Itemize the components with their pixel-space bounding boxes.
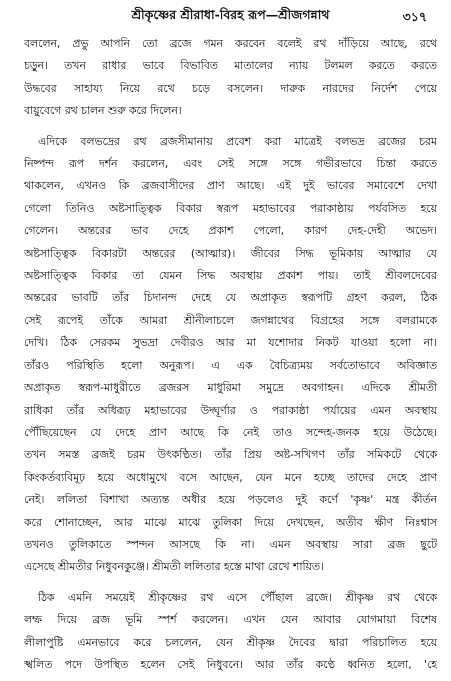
text-line: কিংকর্তব্যবিমূঢ় হয়ে অধোমুখে বসে আছেন, যেন মনে হচ্ছে তাদের দেহে প্রাণ: [24, 470, 437, 484]
text-line: রাধিকা তাঁর অধিরূঢ় মহাভাবের উদ্ঘূর্ণার ও পরাকাষ্ঠা পর্যায়ের এমন অবস্থায়: [24, 403, 437, 417]
text-line: থাকলেন, এখনও কি ব্রজবাসীদের প্রাণ আছে। এই দুই ভাবের সমাবেশে দেখা: [24, 179, 437, 193]
text-line: চড়ুন। তখন রাধার ভাবে বিভাবিত মাতালের ন্যায় টলমল করতে করতে: [24, 59, 437, 73]
text-line: অপ্রাকৃত স্বরূপ-মাধুরীতে ব্রজরস মাধুরিমা সমুদ্রে অবগাহন। এদিকে শ্রীমতী: [24, 381, 437, 395]
page-number: ৩১৭: [402, 9, 427, 24]
chapter-title: শ্রীকৃষ্ণের শ্রীরাধা-বিরহ রূপ—শ্রীজগন্নাথ: [131, 7, 330, 22]
text-line: পৌঁছিয়েছেন যে দেহে প্রাণ আছে কি নেই তাও সন্দেহ-জনক হয়ে উঠেছে।: [24, 425, 437, 439]
paragraph-2: [24, 131, 437, 579]
text-line: অষ্টসাত্ত্বিক বিকারটা অন্তরের (আত্মার)। জীবের সিদ্ধ ভূমিকায় আত্মার যে: [24, 246, 437, 260]
paragraph-1: [24, 33, 437, 123]
text-line: করে শোনাচ্ছেন, আর মাঝে মাঝে তুলিকা দিয়ে দেখছেন, অতীব ক্ষীণ নিঃশ্বাস: [24, 515, 437, 529]
text-line: নিষ্পন্দ রূপ দর্শন করলেন, এবং সেই সঙ্গে সঙ্গে গভীরভাবে চিন্তা করতে: [24, 157, 437, 171]
text-line: গেলেন। অন্তরের ভাব দেহে প্রকাশ পেলো, কারণ দেহ-দেহী অভেদ।: [24, 224, 437, 238]
paragraph-3: [24, 587, 437, 677]
text-line: এদিকে বলভদ্রের রথ ব্রজসীমানায় প্রবেশ করা মাত্রেই বলভদ্র ব্রজের চরম: [38, 134, 437, 148]
text-line: অষ্টসাত্ত্বিক বিকার তা যেমন সিদ্ধ অবস্থায় প্রকাশ পায়। তাই শ্রীবলদেবের: [24, 269, 437, 283]
text-line: নেই। ললিতা বিশাখা অত্যন্ত অধীর হয়ে পড়লেও দুই কর্ণে 'কৃষ্ণ' মন্ত্র কীর্তন: [24, 493, 437, 507]
text-line: এসেছে শ্রীমতীর নিধুবনকুঞ্জে। শ্রীমতী ললিতার হস্তে মাথা রেখে শায়িত।: [24, 560, 324, 574]
text-line: বায়ুবেগে রথ চালন শুরু করে দিলেন।: [24, 104, 182, 118]
text-line: তখনও তুলিকাতে স্পন্দন আসছে কি না। এমন অবস্থায় সারা ব্রজ ছুটে: [24, 537, 437, 551]
running-header: [24, 7, 437, 33]
text-line: গেলো তিনিও অষ্টসাত্ত্বিক বিকার স্বরূপ মহাভাবের পরাকাষ্ঠায় পর্যবসিত হয়ে: [24, 201, 437, 215]
text-line: তাঁরও পরিস্থিতি হলো অনুরূপ। এ এক বৈচিত্র্যময় সর্বতোভাবে অবিজ্ঞাত: [24, 358, 437, 372]
text-line: দেখি। ঠিক সেরকম সুভদ্রা দেবীরও আর মা যশোদার নিকট যাওয়া হলো না।: [24, 336, 437, 350]
text-line: তখন সমস্ত ব্রজই চরম উৎকণ্ঠিত। তাঁর প্রিয় অষ্ট-সখিগণ তাঁর সমিকটে থেকে: [24, 448, 437, 462]
text-line: লীলাপুষ্টি এমনভাবে করে চললেন, যেন শ্রীকৃষ্ণ দৈবের দ্বারা পরিচালিত হয়ে: [24, 635, 437, 649]
text-line: স্খলিত পদে উপস্থিত হলেন সেই নিধুবনে। আর তাঁর কণ্ঠে ধ্বনিত হলো, 'হে: [24, 657, 437, 671]
text-line: লম্ফ দিয়ে ব্রজ ভূমি স্পর্শ করলেন। এখন যেন আবার যোগমায়া বিশেষ: [24, 613, 437, 627]
text-line: উদ্ধবের সাহায্য নিয়ে রথে চড়ে বসলেন। দারুক নারদের নির্দেশ পেয়ে: [24, 81, 437, 95]
text-line: ঠিক এমনি সময়েই শ্রীকৃষ্ণের রথ এসে পৌঁছাল ব্রজে। শ্রীকৃষ্ণ রথ থেকে: [38, 590, 437, 604]
text-line: অন্তরের ভাবটি তাঁর চিদানন্দ দেহে যে অপ্রাকৃত স্বরূপটি গ্রহণ করল, ঠিক: [24, 291, 437, 305]
text-line: সেই রূপেই তাঁকে আমরা শ্রীনীলাচলে জগন্নাথের বিগ্রহের সঙ্গে বলরামকে: [24, 313, 437, 327]
text-line: বললেন, প্রভু আপনি তো ব্রজে গমন করবেন বলেই রথ দাঁড়িয়ে আছে, রথে: [24, 37, 437, 50]
